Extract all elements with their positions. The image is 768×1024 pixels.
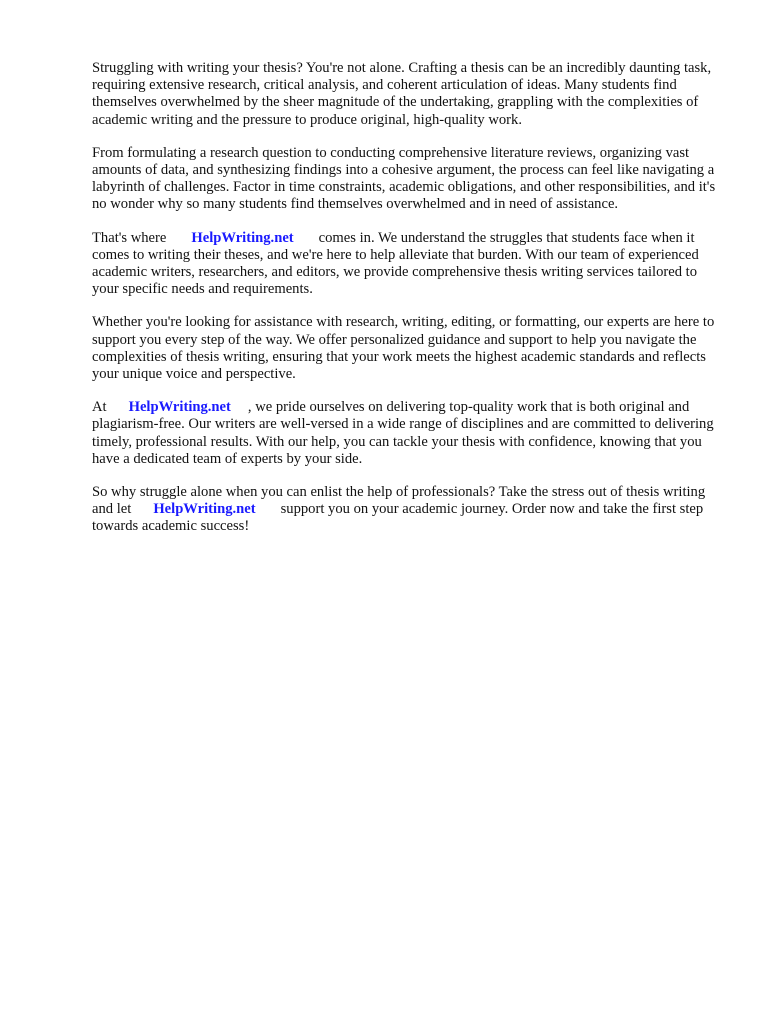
paragraph-2 — [92, 145, 720, 214]
helpwriting-link-2[interactable]: HelpWriting.net — [128, 399, 231, 416]
paragraph-1 — [92, 60, 720, 129]
paragraph-3 — [92, 230, 720, 299]
paragraph-3-before: That's where — [92, 229, 167, 246]
helpwriting-link-3[interactable]: HelpWriting.net — [153, 501, 256, 518]
paragraph-6 — [92, 484, 720, 536]
paragraph-3-after: comes in. We understand the struggles that students face when it comes to writing their theses, and we're here to help alleviate that burden. With our team of experienced academic writers, researchers, and editors, we provide comprehensive thesis writing services tailored to your specific needs and requirements. — [92, 229, 699, 298]
paragraph-5 — [92, 399, 720, 468]
document-page — [92, 60, 720, 552]
paragraph-6-after: support you on your academic journey. Order now and take the first step towards academic success! — [92, 501, 704, 535]
paragraph-5-after: , we pride ourselves on delivering top-quality work that is both original and plagiarism-free. Our writers are well-versed in a wide range of disciplines and are committed to delivering timely, professional results. With our help, you can tackle your thesis with confidence, knowing that you have a dedicated team of experts by your side. — [92, 399, 714, 467]
paragraph-5-before: At — [92, 399, 107, 416]
paragraph-4-text: Whether you're looking for assistance with research, writing, editing, or formatting, our experts are here to support you every step of the way. We offer personalized guidance and support to help you navigate the complexities of thesis writing, ensuring that your work meets the highest academic standards and reflects your unique voice and perspective. — [92, 314, 715, 383]
helpwriting-link-1[interactable]: HelpWriting.net — [191, 229, 294, 246]
paragraph-1-text: Struggling with writing your thesis? You're not alone. Crafting a thesis can be an incredibly daunting task, requiring extensive research, critical analysis, and coherent articulation of ideas. Many students find themselves overwhelmed by the sheer magnitude of the undertaking, grappling with the complexities of academic writing and the pressure to produce original, high-quality work. — [92, 60, 712, 128]
paragraph-6-before: So why struggle alone when you can enlist the help of professionals? Take the stress out of thesis writing and let — [92, 484, 706, 518]
paragraph-2-text: From formulating a research question to conducting comprehensive literature reviews, organizing vast amounts of data, and synthesizing findings into a cohesive argument, the process can feel like navigating a labyrinth of challenges. Factor in time constraints, academic obligations, and other responsibilities, and it's no wonder why so many students find themselves overwhelmed and in need of assistance. — [92, 144, 716, 213]
paragraph-4 — [92, 314, 720, 383]
